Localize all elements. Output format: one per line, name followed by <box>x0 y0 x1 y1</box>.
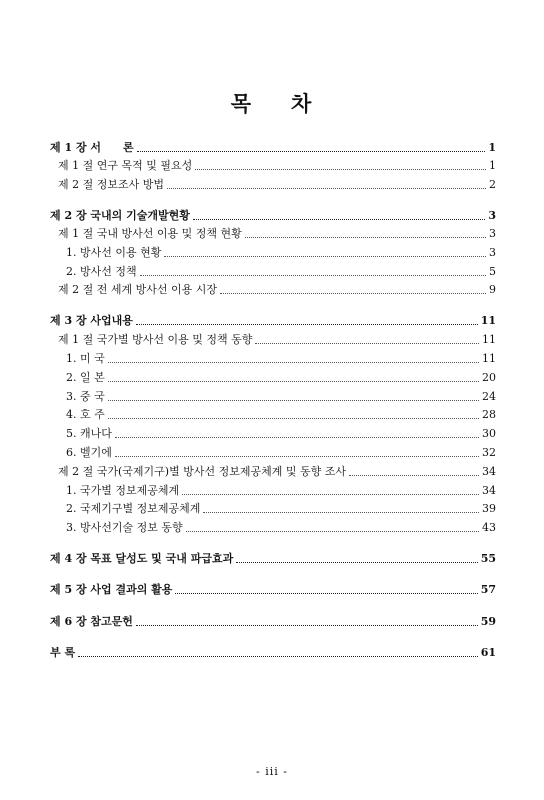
toc-entry-page: 2 <box>489 178 496 191</box>
toc-entry-page: 34 <box>482 484 496 497</box>
toc-leader-dots <box>140 274 486 276</box>
toc-entry <box>0 245 544 261</box>
toc-entry-page: 59 <box>480 615 496 628</box>
toc-leader-dots <box>245 236 486 238</box>
toc-leader-dots <box>175 592 477 594</box>
toc-entry-page: 3 <box>489 227 496 240</box>
toc-entry-page: 32 <box>482 446 496 459</box>
toc-entry <box>0 313 544 329</box>
toc-entry-page: 3 <box>489 246 496 259</box>
toc-entry-page: 30 <box>482 427 496 440</box>
toc-leader-dots <box>167 187 486 189</box>
toc-entry-label: 제 1 절 국내 방사선 이용 및 정책 현황 <box>58 227 242 240</box>
toc-entry <box>0 407 544 423</box>
toc-entry-label: 제 4 장 목표 달성도 및 국내 파급효과 <box>50 552 234 565</box>
toc-entry-label: 4. 호 주 <box>66 408 105 421</box>
toc-entry-label: 1. 국가별 정보제공체계 <box>66 484 180 497</box>
toc-entry-label: 제 2 절 정보조사 방법 <box>58 178 164 191</box>
toc-entry-label: 6. 벨기에 <box>66 446 112 459</box>
toc-leader-dots <box>78 655 478 657</box>
toc-entry <box>0 520 544 536</box>
toc-leader-dots <box>195 168 486 170</box>
page-title-part1: 목 <box>230 91 253 116</box>
toc-leader-dots <box>164 255 486 257</box>
toc-entry-page: 11 <box>482 333 496 346</box>
toc-entry-label: 제 2 절 전 세계 방사선 이용 시장 <box>58 283 217 296</box>
toc-entry <box>0 582 544 598</box>
toc-leader-dots <box>193 218 485 220</box>
toc-entry <box>0 264 544 280</box>
toc-entry-label: 제 2 절 국가(국제기구)별 방사선 정보제공체계 및 동향 조사 <box>58 465 346 478</box>
toc-entry-page: 5 <box>489 265 496 278</box>
toc-leader-dots <box>349 474 479 476</box>
toc-entry-page: 34 <box>482 465 496 478</box>
toc-leader-dots <box>136 323 478 325</box>
toc-entry-label: 제 3 장 사업내용 <box>50 314 133 327</box>
toc-entry <box>0 177 544 193</box>
toc-entry-page: 11 <box>482 352 496 365</box>
toc-entry-label: 제 1 장 서 론 <box>50 141 134 154</box>
toc-entry-label: 2. 국제기구별 정보제공체계 <box>66 502 201 515</box>
toc-entry <box>0 370 544 386</box>
toc-entry <box>0 351 544 367</box>
page-title <box>0 88 544 118</box>
toc-entry <box>0 614 544 630</box>
toc-entry <box>0 501 544 517</box>
toc-leader-dots <box>136 624 478 626</box>
toc-entry-label: 5. 캐나다 <box>66 427 112 440</box>
toc-leader-dots <box>182 493 479 495</box>
toc-leader-dots <box>137 150 486 152</box>
toc-entry-page: 43 <box>482 521 496 534</box>
page-title-part2: 차 <box>291 91 314 116</box>
toc-entry-label: 부 록 <box>50 646 76 659</box>
toc-leader-dots <box>236 561 477 563</box>
toc-entry-label: 제 1 절 국가별 방사선 이용 및 정책 동향 <box>58 333 253 346</box>
toc-entry <box>0 426 544 442</box>
toc-leader-dots <box>220 292 486 294</box>
toc-leader-dots <box>115 455 479 457</box>
toc-entry-label: 제 2 장 국내의 기술개발현황 <box>50 209 190 222</box>
toc-entry-page: 1 <box>488 141 496 154</box>
toc-entry <box>0 464 544 480</box>
toc-leader-dots <box>203 511 479 513</box>
toc-entry-page: 39 <box>482 502 496 515</box>
toc-entry-page: 24 <box>482 390 496 403</box>
toc-entry-label: 3. 방사선기술 정보 동향 <box>66 521 183 534</box>
toc-entry-page: 20 <box>482 371 496 384</box>
toc-entry-page: 57 <box>480 583 496 596</box>
toc-entry-label: 1. 방사선 이용 현황 <box>66 246 162 259</box>
toc-entry-label: 제 1 절 연구 목적 및 필요성 <box>58 159 193 172</box>
toc-entry <box>0 226 544 242</box>
toc-leader-dots <box>108 417 479 419</box>
toc-entry-page: 11 <box>480 314 496 327</box>
toc-leader-dots <box>108 380 479 382</box>
toc-leader-dots <box>108 399 479 401</box>
toc-entry <box>0 158 544 174</box>
toc-entry <box>0 140 544 156</box>
toc-entry <box>0 282 544 298</box>
toc-entry <box>0 445 544 461</box>
toc-leader-dots <box>255 342 479 344</box>
toc-entry <box>0 645 544 661</box>
toc-entry-page: 3 <box>488 209 496 222</box>
toc-entry-label: 제 5 장 사업 결과의 활용 <box>50 583 173 596</box>
page-number-footer: - iii - <box>256 765 288 778</box>
toc-entry <box>0 483 544 499</box>
toc-entry-label: 3. 중 국 <box>66 390 105 403</box>
toc-entry <box>0 551 544 567</box>
toc-leader-dots <box>115 436 479 438</box>
toc-entry-page: 28 <box>482 408 496 421</box>
toc-leader-dots <box>186 530 479 532</box>
toc-entry <box>0 389 544 405</box>
toc-entry <box>0 208 544 224</box>
toc-entry-page: 1 <box>489 159 496 172</box>
toc-leader-dots <box>108 361 479 363</box>
toc-entry-page: 9 <box>489 283 496 296</box>
toc-entry-label: 1. 미 국 <box>66 352 105 365</box>
toc-entry-page: 55 <box>480 552 496 565</box>
toc-entry-label: 2. 방사선 정책 <box>66 265 137 278</box>
toc-entry <box>0 332 544 348</box>
toc-entry-label: 2. 일 본 <box>66 371 105 384</box>
toc-entry-page: 61 <box>480 646 496 659</box>
toc-entry-label: 제 6 장 참고문헌 <box>50 615 133 628</box>
